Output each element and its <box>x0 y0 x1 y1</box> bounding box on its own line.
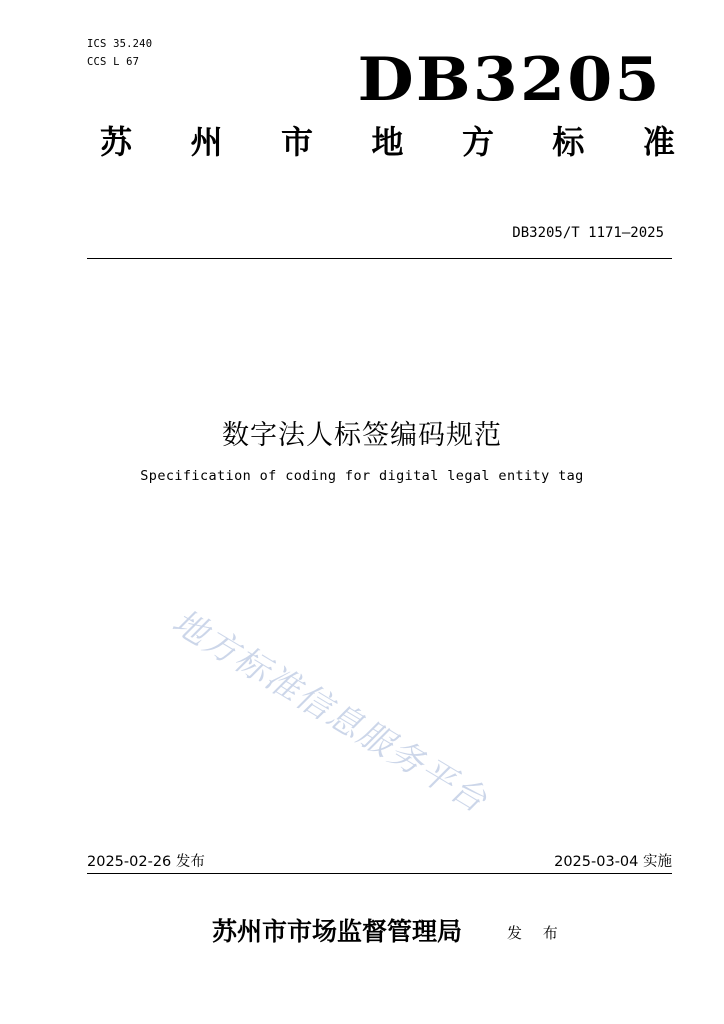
publish-label: 发 布 <box>507 924 566 942</box>
title-char: 准 <box>642 123 675 161</box>
db-logo: DB3205 <box>357 45 662 115</box>
title-char: 州 <box>190 123 223 161</box>
ics-code: ICS 35.240 <box>87 38 153 50</box>
standard-number: DB3205/T 1171—2025 <box>512 225 664 241</box>
top-divider <box>87 258 672 259</box>
standard-type-title <box>100 123 675 161</box>
document-title: 数字法人标签编码规范 <box>222 420 502 451</box>
title-char: 市 <box>280 123 313 161</box>
bottom-divider <box>87 873 672 874</box>
title-char: 方 <box>461 123 494 161</box>
ccs-code: CCS L 67 <box>87 56 140 68</box>
implementation-date: 2025-03-04 实施 <box>554 854 672 870</box>
publisher-name: 苏州市市场监督管理局 <box>212 917 463 946</box>
watermark: 地方标准信息服务平台 <box>165 601 495 822</box>
title-char: 苏 <box>100 123 133 161</box>
issue-date: 2025-02-26 发布 <box>87 854 205 870</box>
title-char: 标 <box>552 123 585 161</box>
document-subtitle-english: Specification of coding for digital legal entity tag <box>140 468 584 484</box>
title-char: 地 <box>371 123 404 161</box>
